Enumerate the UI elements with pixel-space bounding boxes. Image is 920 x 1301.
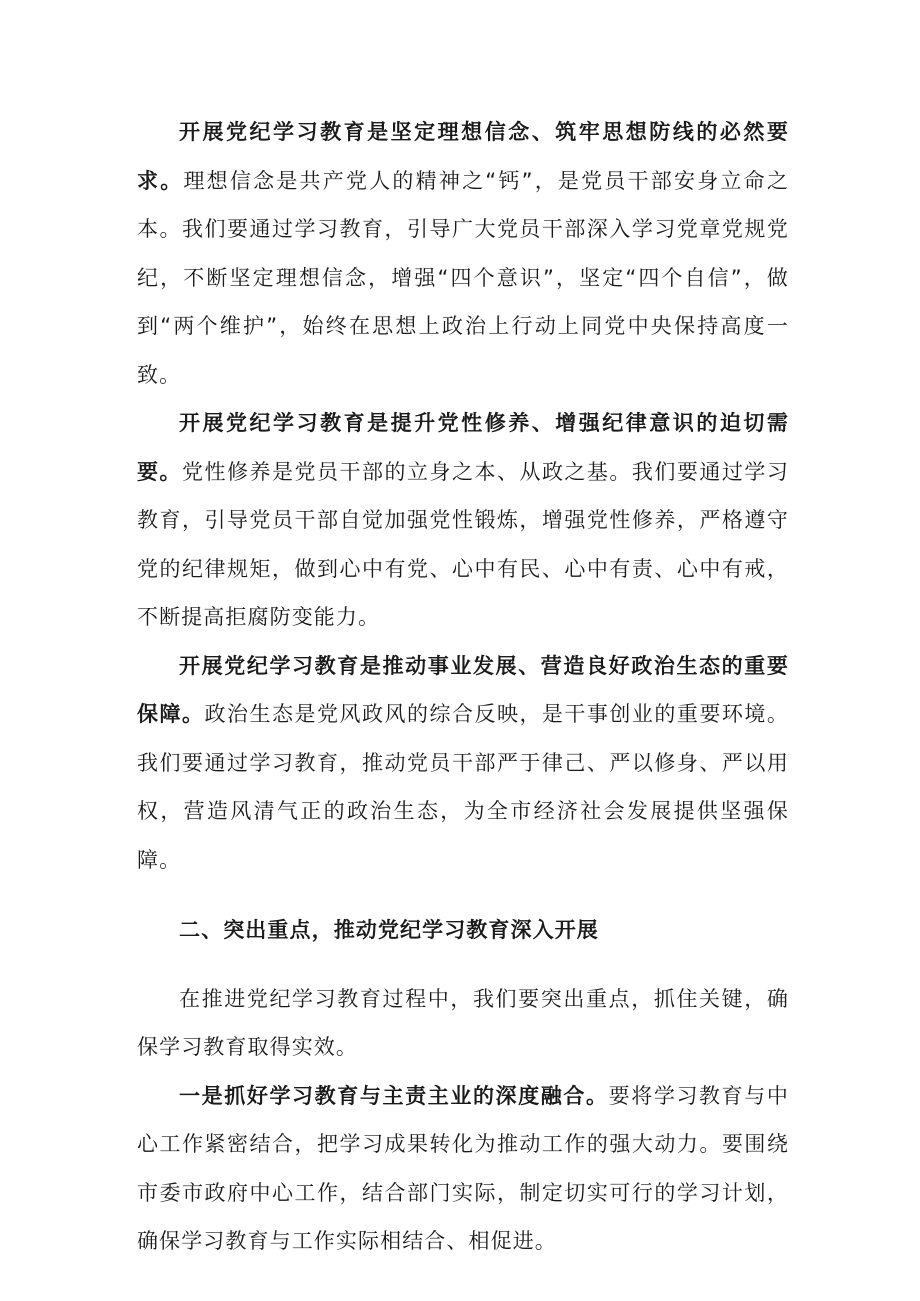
paragraph-text: 政治生态是党风政风的综合反映，是干事创业的重要环境。我们要通过学习教育，推动党员干部严于律己、严以修身、严以用权，营造风清气正的政治生态，为全市经济社会发展提供坚强保障。 [137,702,789,872]
paragraph-point-one [137,1072,789,1266]
paragraph-text: 要将学习教育与中心工作紧密结合，把学习成果转化为推动工作的强大动力。要围绕市委市政府中心工作，结合部门实际，制定切实可行的学习计划，确保学习教育与工作实际相结合、相促进。 [137,1083,789,1253]
paragraph-lead: 开展党纪学习教育是坚定理想信念、筑牢思想防线的必然要求。 [137,120,789,193]
paragraph-lead: 一是抓好学习教育与主责主业的深度融合。 [179,1083,609,1108]
paragraph-intro: 在推进党纪学习教育过程中，我们要突出重点，抓住关键，确保学习教育取得实效。 [137,986,789,1059]
section-heading: 二、突出重点，推动党纪学习教育深入开展 [179,918,599,942]
paragraph-ideals [137,108,789,399]
paragraph-text: 党性修养是党员干部的立身之本、从政之基。我们要通过学习教育，引导党员干部自觉加强党性锻炼，增强党性修养，严格遵守党的纪律规矩，做到心中有党、心中有民、心中有责、心中有戒，不断提高拒腐防变能力。 [137,459,789,629]
paragraph-political-ecology [137,642,789,885]
paragraph-text: 理想信念是共产党人的精神之“钙”，是党员干部安身立命之本。我们要通过学习教育，引导广大党员干部深入学习党章党规党纪，不断坚定理想信念，增强“四个意识”，坚定“四个自信”，做到“两个维护”，始终在思想上政治上行动上同党中央保持高度一致。 [137,168,789,387]
paragraph-lead: 开展党纪学习教育是提升党性修养、增强纪律意识的迫切需要。 [137,411,789,484]
paragraph-lead: 开展党纪学习教育是推动事业发展、营造良好政治生态的重要保障。 [137,653,789,726]
paragraph-party-spirit [137,399,789,642]
document-body [137,108,789,1266]
